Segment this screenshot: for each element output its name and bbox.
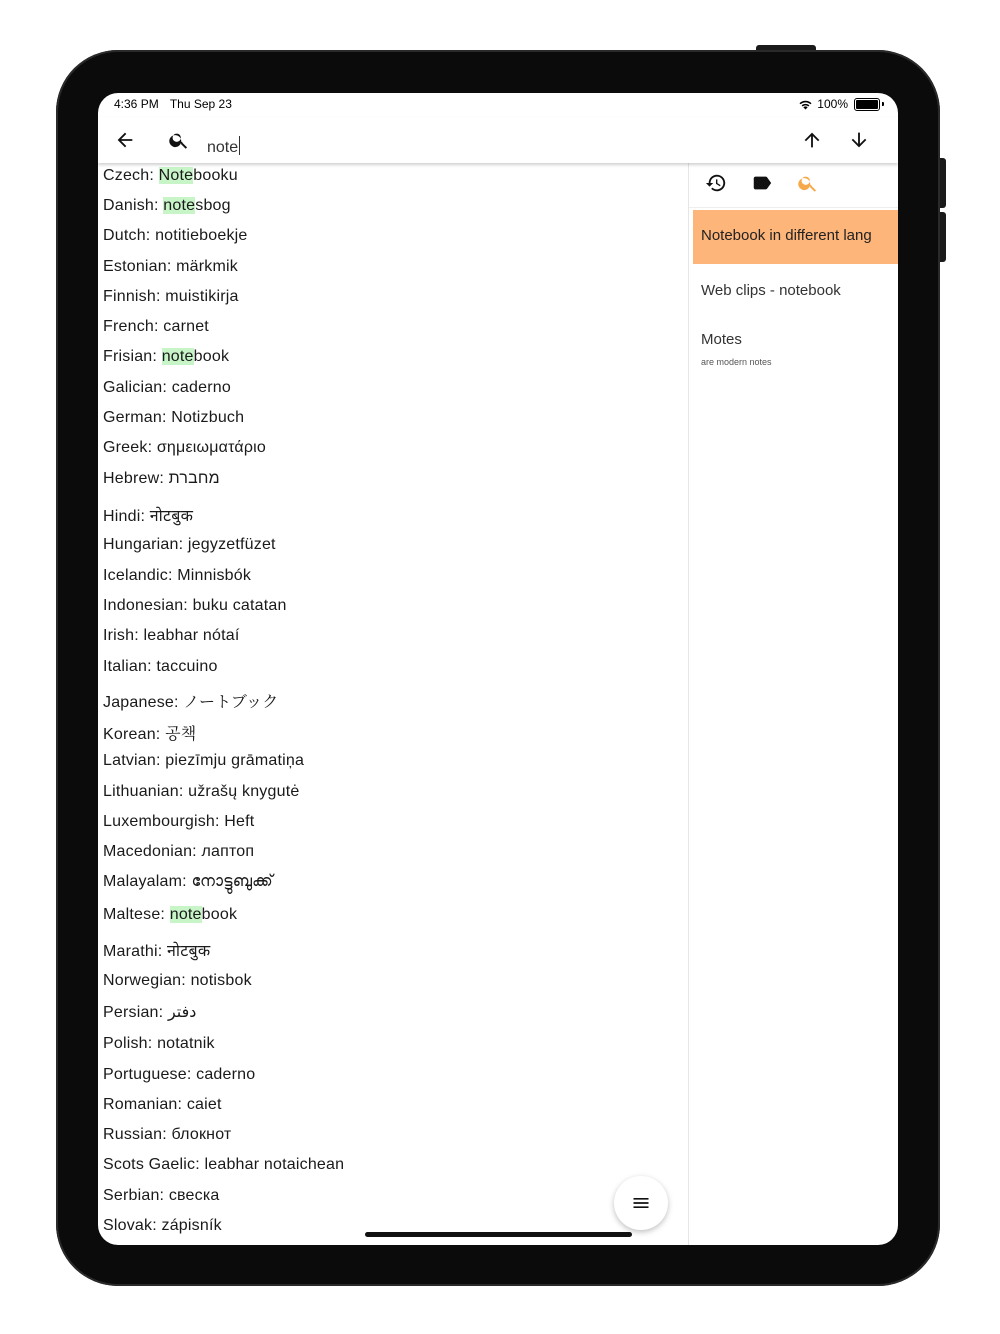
content-line — [103, 689, 278, 712]
content-line — [103, 597, 287, 615]
notes-sidebar — [689, 163, 898, 1245]
line-text: Persian: دفتر — [103, 1004, 197, 1021]
line-text: Russian: блокнот — [103, 1126, 232, 1143]
line-text: Polish: notatnik — [103, 1035, 215, 1052]
content-line — [103, 1096, 222, 1114]
note-subtitle: are modern notes — [701, 357, 772, 367]
content-line — [103, 288, 239, 306]
content-line — [103, 939, 210, 961]
content-line — [103, 318, 209, 336]
tab-history[interactable] — [700, 167, 732, 199]
search-match-highlight: Note — [158, 167, 194, 184]
content-line — [103, 813, 254, 831]
search-query: note — [207, 139, 239, 156]
battery-icon — [854, 98, 880, 111]
content-line — [103, 658, 218, 676]
line-text: Korean: 공책 — [103, 726, 197, 743]
content-line — [103, 258, 238, 276]
arrow-left-icon — [114, 129, 136, 151]
home-indicator — [365, 1232, 632, 1237]
line-text: Latvian: piezīmju grāmatiņa — [103, 752, 305, 769]
line-text: Danish: — [103, 197, 164, 214]
content-line — [103, 1002, 196, 1022]
content-line — [103, 873, 273, 891]
status-time: 4:36 PM — [114, 97, 159, 111]
line-text: Portuguese: caderno — [103, 1066, 256, 1083]
text-caret — [239, 136, 240, 155]
search-match-highlight: note — [169, 906, 202, 923]
content-line — [103, 1187, 220, 1205]
status-bar — [98, 93, 898, 117]
content-line — [103, 1156, 344, 1174]
line-text: Irish: leabhar nótaí — [103, 627, 240, 644]
search-button[interactable] — [163, 124, 195, 156]
content-line — [103, 1126, 231, 1144]
wifi-icon — [798, 99, 813, 110]
battery-percent: 100% — [817, 97, 848, 111]
line-text: Italian: taccuino — [103, 658, 218, 675]
content-line — [103, 567, 251, 585]
line-text: Lithuanian: užrašų knygutė — [103, 783, 300, 800]
note-item[interactable] — [701, 331, 742, 348]
menu-button[interactable] — [614, 1176, 668, 1230]
tab-search[interactable] — [792, 167, 824, 199]
search-match-highlight: note — [163, 197, 196, 214]
content-line — [103, 843, 254, 861]
line-text: sbog — [195, 197, 231, 214]
content-line — [103, 752, 304, 770]
content-line — [103, 1035, 215, 1053]
line-text: Malayalam: നോട്ടുബുക്ക് — [103, 873, 273, 890]
content-line — [103, 409, 244, 427]
line-text: Serbian: свеска — [103, 1187, 220, 1204]
search-bar — [98, 117, 898, 163]
line-text: Hindi: नोटबुक — [103, 508, 194, 525]
note-title: Notebook in different lang — [701, 227, 872, 244]
line-text: Macedonian: лаптоп — [103, 843, 255, 860]
previous-match-button[interactable] — [796, 124, 828, 156]
content-line — [103, 783, 299, 801]
line-text: Norwegian: notisbok — [103, 972, 252, 989]
line-text: Hungarian: jegyzetfüzet — [103, 536, 276, 553]
line-text: book — [201, 906, 238, 923]
content-line — [103, 348, 229, 366]
line-text: Hebrew: מחברת — [103, 470, 220, 487]
line-text: Scots Gaelic: leabhar notaichean — [103, 1156, 345, 1173]
arrow-up-icon — [801, 129, 823, 151]
content-line — [103, 227, 248, 245]
search-icon — [797, 172, 819, 194]
screen — [98, 93, 898, 1245]
menu-icon — [631, 1193, 651, 1213]
content-line — [103, 536, 276, 554]
line-text: Maltese: — [103, 906, 170, 923]
line-text: Finnish: muistikirja — [103, 288, 239, 305]
line-text: Slovak: zápisník — [103, 1217, 222, 1234]
line-text: Dutch: notitieboekje — [103, 227, 248, 244]
note-title: Motes — [701, 331, 742, 348]
arrow-down-icon — [848, 129, 870, 151]
note-title: Web clips - notebook — [701, 282, 841, 299]
content-line — [103, 721, 196, 744]
note-content[interactable] — [98, 163, 688, 1245]
line-text: Frisian: — [103, 348, 162, 365]
status-date: Thu Sep 23 — [169, 97, 232, 111]
content-line — [103, 906, 237, 924]
line-text: Galician: caderno — [103, 379, 231, 396]
note-item-selected[interactable] — [693, 210, 898, 264]
line-text: Indonesian: buku catatan — [103, 597, 287, 614]
search-icon — [168, 129, 190, 151]
content-line — [103, 1217, 222, 1235]
line-text: Icelandic: Minnisbók — [103, 567, 252, 584]
line-text: Estonian: märkmik — [103, 258, 238, 275]
content-line — [103, 439, 266, 457]
back-button[interactable] — [109, 124, 141, 156]
tab-tags[interactable] — [746, 167, 778, 199]
content-line — [103, 1066, 255, 1084]
line-text: French: carnet — [103, 318, 209, 335]
content-line — [103, 972, 252, 990]
content-line — [103, 504, 193, 526]
line-text: German: Notizbuch — [103, 409, 245, 426]
next-match-button[interactable] — [843, 124, 875, 156]
line-text: Romanian: caiet — [103, 1096, 222, 1113]
line-text: Greek: σημειωματάριο — [103, 439, 266, 456]
line-text: Czech: — [103, 167, 159, 184]
line-text: book — [193, 348, 230, 365]
line-text: Japanese: ノートブック — [103, 694, 279, 711]
content-line — [103, 197, 231, 215]
line-text: Marathi: नोटबुक — [103, 943, 211, 960]
history-icon — [705, 172, 727, 194]
content-line — [103, 379, 231, 397]
line-text: booku — [193, 167, 238, 184]
search-input[interactable] — [207, 136, 240, 157]
note-item[interactable] — [701, 282, 841, 299]
content-line — [103, 167, 238, 185]
battery-tip — [882, 102, 884, 106]
tag-icon — [751, 172, 773, 194]
content-line — [103, 470, 220, 488]
line-text: Luxembourgish: Heft — [103, 813, 255, 830]
search-match-highlight: note — [161, 348, 194, 365]
content-line — [103, 627, 240, 645]
sidebar-tabs — [689, 163, 898, 208]
